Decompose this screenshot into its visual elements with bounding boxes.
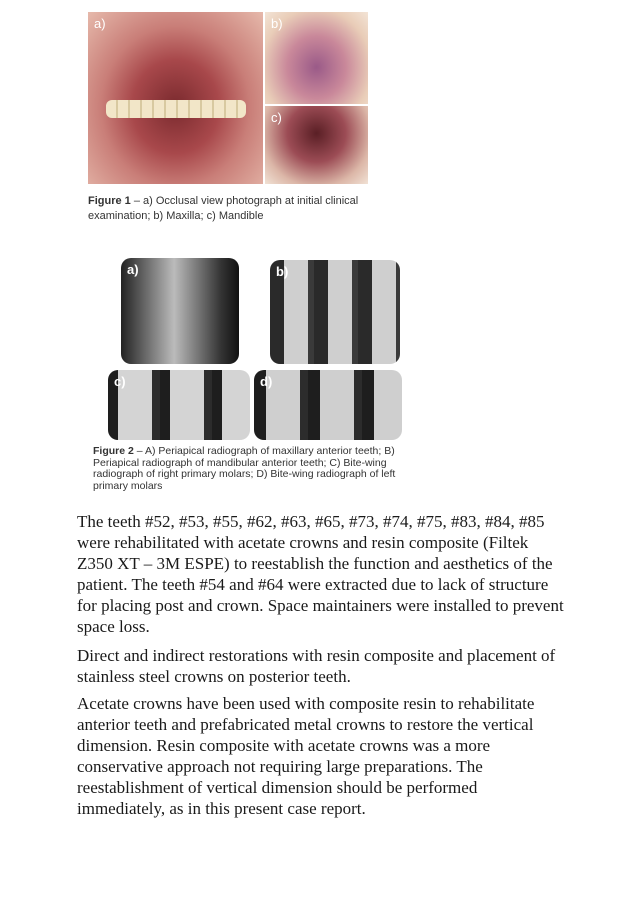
paragraph-acetate-crowns: Acetate crowns have been used with composite resin to rehabilitate anterior teeth and prefabricated metal crowns to restore the vertical dimension. Resin composite with acetate crowns was a more conservative approach not requiring large preparations. The reestablishment of vertical dimension should be performed immediately, as in this present case report. [77,694,535,818]
panel-label-a: a) [94,16,106,31]
maxilla-photo [265,12,368,104]
figure-1 [88,12,368,184]
occlusal-photo [88,12,263,184]
panel-label-b: b) [271,16,283,31]
panel-label-c: c) [114,374,126,389]
periapical-maxillary-radiograph [121,258,239,364]
panel-label-d: d) [260,374,273,389]
figure-1-caption [88,194,378,224]
bitewing-right-radiograph [108,370,250,440]
mandible-photo [265,106,368,184]
figure-2-caption [93,446,423,492]
panel-label-b: b) [276,264,289,279]
panel-label-a: a) [127,262,139,277]
paragraph-rehabilitation: The teeth #52, #53, #55, #62, #63, #65, #73, #74, #75, #83, #84, #85 were rehabilitated with acetate crowns and resin composite (Filtek Z350 XT – 3M ESPE) to reestablish the function and aesthetics of the patient. The teeth #54 and #64 were extracted due to lack of structure for placing post and crown. Space maintainers were installed to prevent space loss. [77,512,564,636]
teeth-illustration [106,100,246,118]
figure-2-caption-prefix: Figure 2 [93,445,134,457]
bitewing-left-radiograph [254,370,402,440]
paragraph-restorations: Direct and indirect restorations with resin composite and placement of stainless steel crowns on posterior teeth. [77,646,556,686]
panel-label-c: c) [271,110,282,125]
figure-2-caption-text: – A) Periapical radiograph of maxillary anterior teeth; B) Periapical radiograph of mandibular anterior teeth; C) Bite-wing radiograph of right primary molars; D) Bite-wing radiograph of left primary molars [93,445,396,492]
periapical-mandibular-radiograph [270,260,400,364]
figure-1-caption-prefix: Figure 1 [88,195,131,207]
figure-1-caption-text: – a) Occlusal view photograph at initial clinical examination; b) Maxilla; c) Mandible [88,195,359,222]
figure-2 [108,256,408,442]
